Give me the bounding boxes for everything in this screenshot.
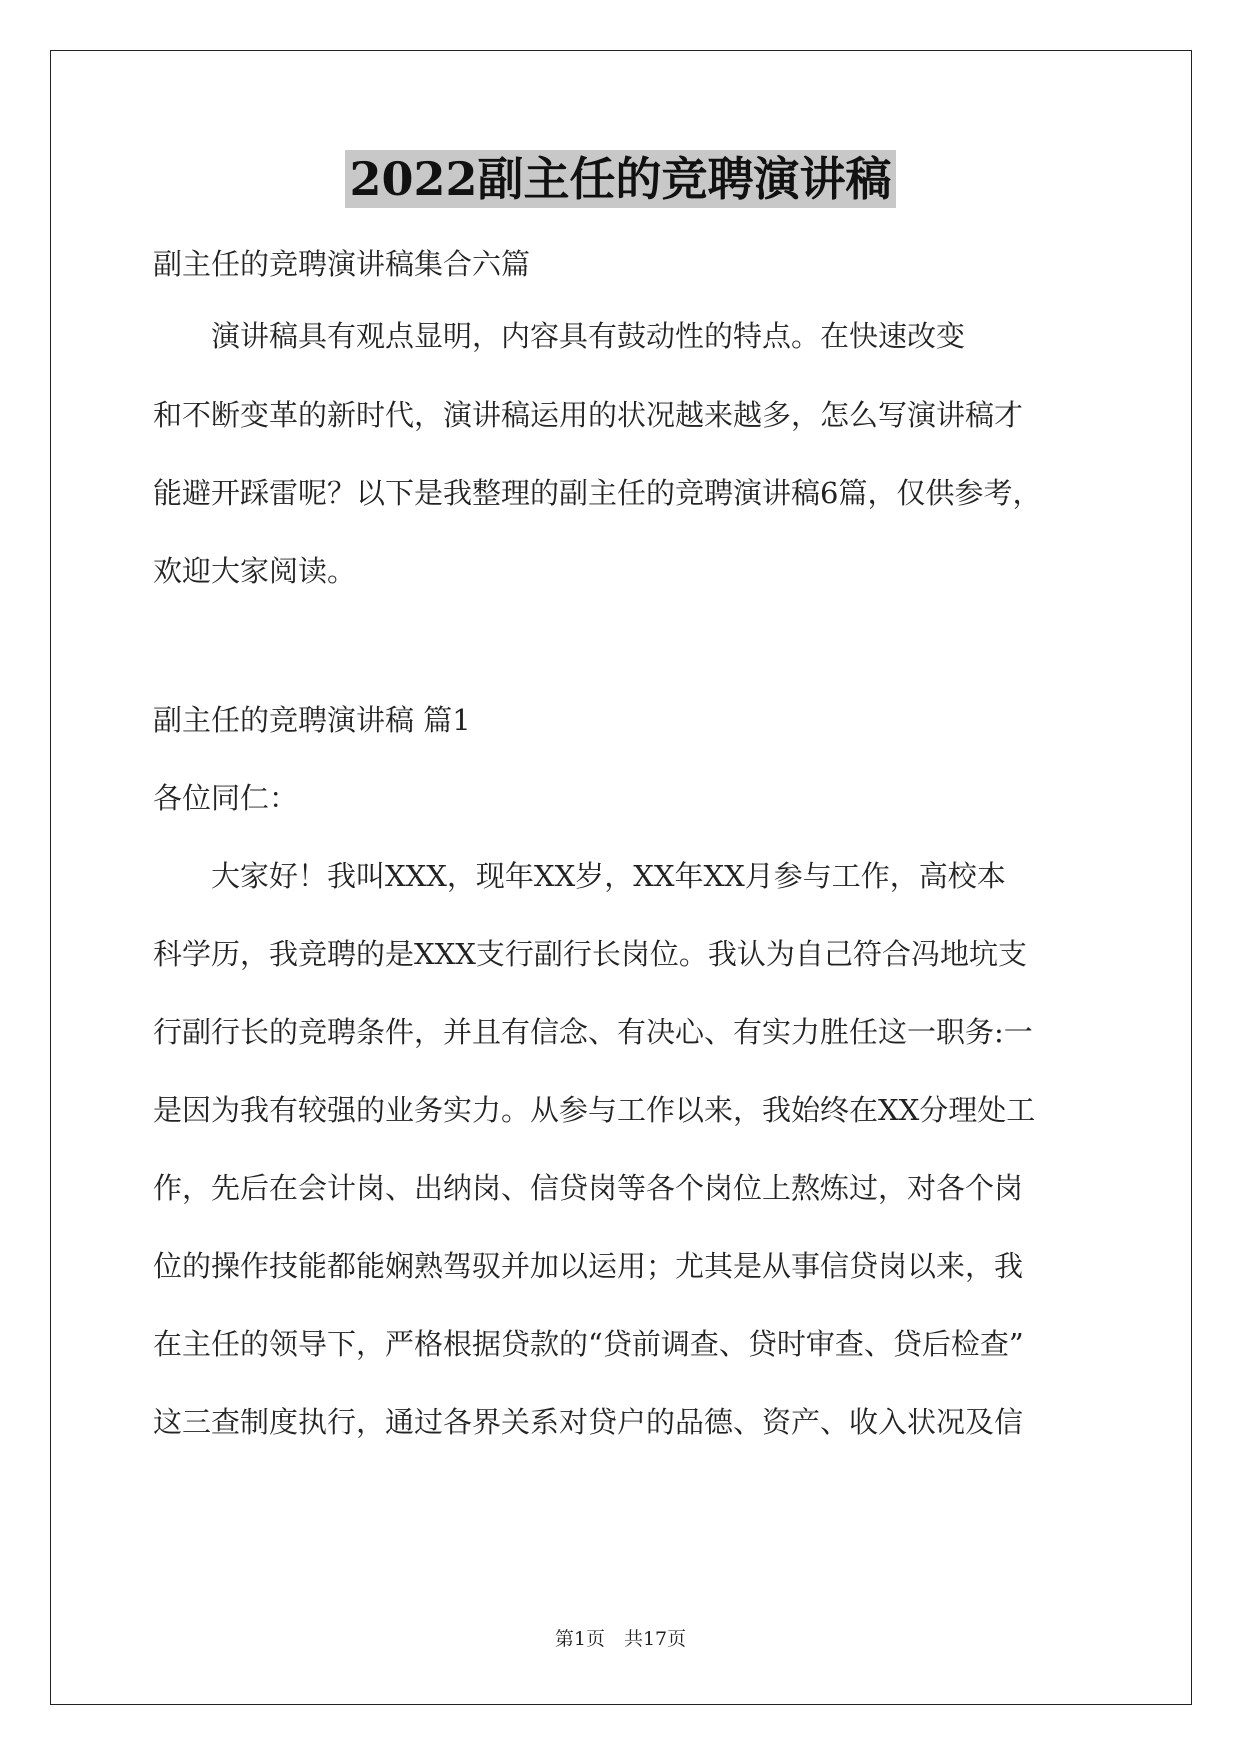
- body-line: 是因为我有较强的业务实力。从参与工作以来，我始终在XX分理处工: [153, 1093, 1036, 1127]
- body-line: 科学历，我竞聘的是XXX支行副行长岗位。我认为自己符合冯地坑支: [153, 937, 1027, 971]
- body-line: 行副行长的竞聘条件，并且有信念、有决心、有实力胜任这一职务:一: [153, 1015, 1033, 1049]
- body-line: 这三查制度执行，通过各界关系对贷户的品德、资产、收入状况及信: [153, 1405, 1024, 1439]
- section-heading: 副主任的竞聘演讲稿 篇1: [153, 703, 471, 737]
- title-container: [0, 150, 1241, 208]
- body-line: 在主任的领导下，严格根据贷款的“贷前调查、贷时审查、贷后检查”: [153, 1327, 1024, 1361]
- document-subtitle: 副主任的竞聘演讲稿集合六篇: [153, 247, 531, 281]
- salutation: 各位同仁：: [153, 781, 299, 815]
- page-footer: 第1页 共17页: [554, 1628, 687, 1650]
- body-line: 作，先后在会计岗、出纳岗、信贷岗等各个岗位上熬炼过，对各个岗: [153, 1171, 1024, 1205]
- document-title: 2022副主任的竞聘演讲稿: [345, 150, 895, 208]
- intro-line: 演讲稿具有观点显明，内容具有鼓动性的特点。在快速改变: [153, 319, 966, 353]
- intro-line: 欢迎大家阅读。: [153, 554, 357, 588]
- intro-line: 和不断变革的新时代，演讲稿运用的状况越来越多，怎么写演讲稿才: [153, 398, 1024, 432]
- intro-line: 能避开踩雷呢？以下是我整理的副主任的竞聘演讲稿6篇，仅供参考，: [153, 476, 1042, 510]
- body-line: 位的操作技能都能娴熟驾驭并加以运用；尤其是从事信贷岗以来，我: [153, 1249, 1024, 1283]
- body-line: 大家好！我叫XXX，现年XX岁，XX年XX月参与工作，高校本: [153, 859, 1006, 893]
